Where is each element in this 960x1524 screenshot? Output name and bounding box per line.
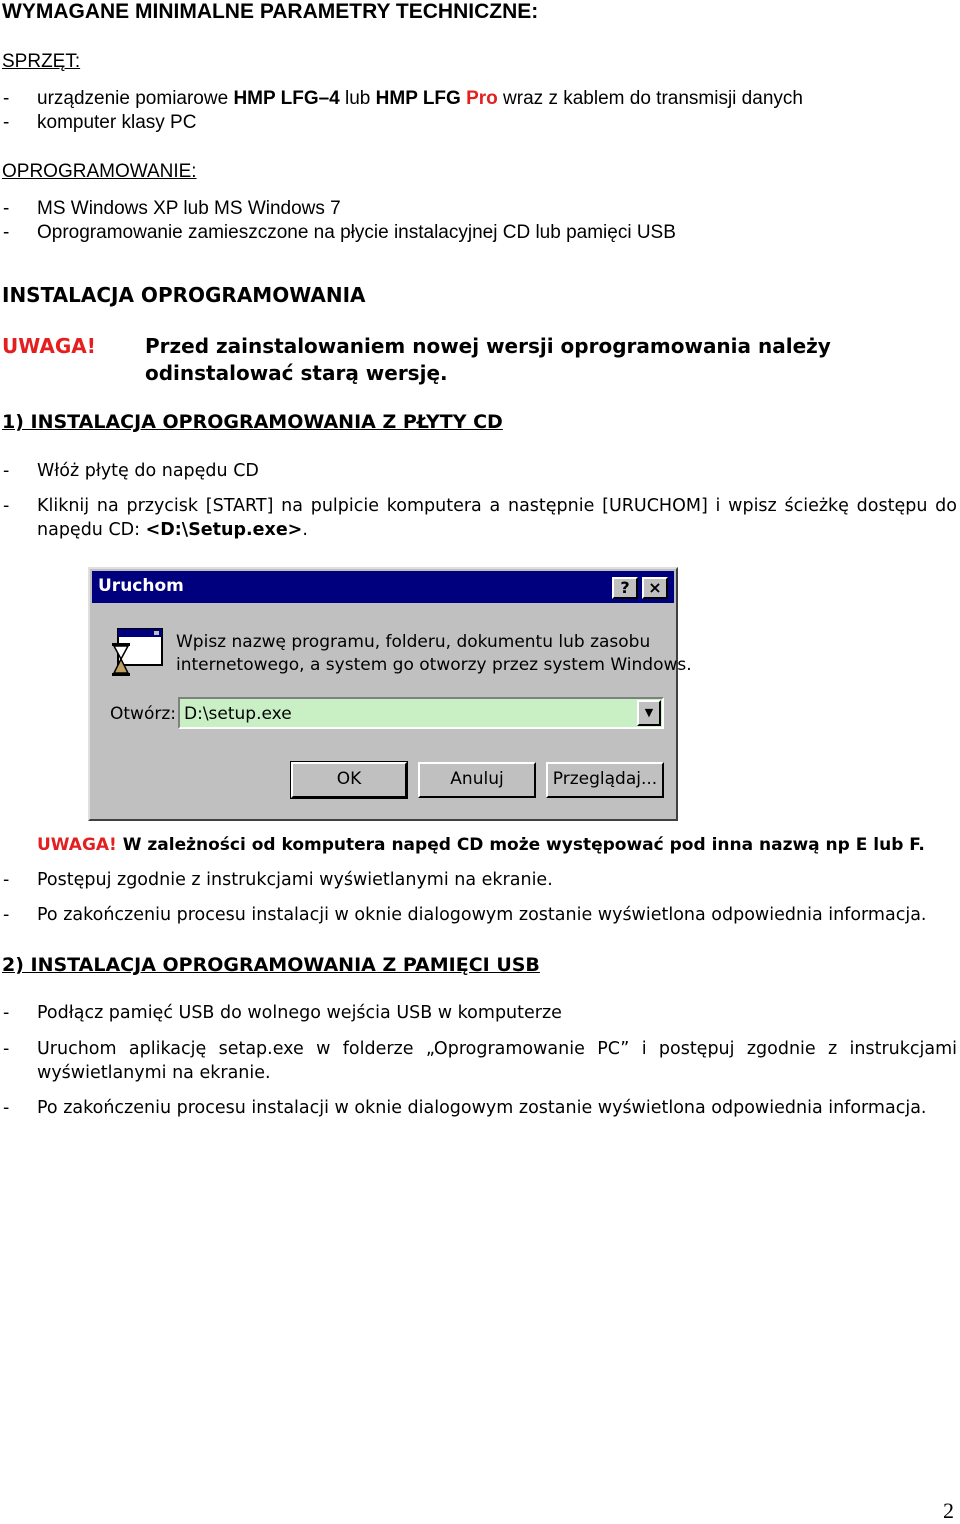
section-1-step-2-line-2 [37, 520, 308, 540]
setup-path: <D:\Setup.exe> [145, 520, 303, 540]
run-window-icon [110, 625, 166, 679]
dialog-titlebar[interactable] [92, 571, 674, 603]
section-2-step-2-line-2: wyświetlanymi na ekranie. [37, 1063, 271, 1083]
bullet-dash: - [3, 496, 10, 516]
close-icon: × [648, 578, 662, 597]
bullet-dash: - [3, 1003, 10, 1023]
hardware-item-1-or: lub [339, 88, 376, 109]
path-prefix: napędu CD: [37, 520, 146, 540]
dialog-description-line-2: internetowego, a system go otworzy przez system Windows. [176, 655, 692, 675]
warning-line-2: odinstalować starą wersję. [145, 361, 448, 385]
bullet-dash: - [3, 1098, 10, 1118]
device-name-2-pro: Pro [466, 88, 498, 109]
close-button[interactable] [642, 577, 668, 599]
warning-line-1: Przed zainstalowaniem nowej wersji oprogramowania należy [145, 334, 831, 358]
section-2-heading: 2) INSTALACJA OPROGRAMOWANIA Z PAMIĘCI USB [2, 954, 540, 976]
bullet-dash: - [3, 1039, 10, 1059]
cancel-button[interactable]: Anuluj [418, 762, 536, 798]
section-1-step-3-text: Postępuj zgodnie z instrukcjami wyświetlanymi na ekranie. [37, 870, 553, 890]
bullet-dash: - [3, 88, 10, 109]
bullet-dash: - [3, 112, 10, 133]
software-item-2-text: Oprogramowanie zamieszczone na płycie instalacyjnej CD lub pamięci USB [37, 222, 676, 243]
hardware-item-2-text: komputer klasy PC [37, 112, 197, 133]
browse-button[interactable]: Przeglądaj... [546, 762, 664, 798]
section-1-step-2-line-1: Kliknij na przycisk [START] na pulpicie komputera a następnie [URUCHOM] i wpisz ścieżkę dostępu do [37, 496, 957, 516]
bullet-dash: - [3, 461, 10, 481]
help-button[interactable] [612, 577, 638, 599]
device-name-1: HMP LFG–4 [233, 88, 340, 109]
dialog-description [176, 631, 692, 677]
dropdown-arrow-icon[interactable]: ▼ [637, 700, 661, 726]
hardware-item-1-rest: wraz z kablem do transmisji danych [497, 88, 803, 109]
bullet-dash: - [3, 870, 10, 890]
run-dialog [88, 567, 692, 821]
warning-label: UWAGA! [2, 334, 96, 358]
path-suffix: . [302, 520, 308, 540]
software-item-1-text: MS Windows XP lub MS Windows 7 [37, 198, 341, 219]
page-heading: WYMAGANE MINIMALNE PARAMETRY TECHNICZNE: [2, 0, 539, 23]
hardware-label: SPRZĘT: [2, 51, 81, 72]
page-number: 2 [943, 1498, 954, 1523]
cd-note-text: W zależności od komputera napęd CD może występować pod inna nazwą np E lub F. [116, 835, 925, 855]
open-input[interactable]: D:\setup.exe [184, 704, 292, 724]
dialog-title: Uruchom [98, 576, 184, 596]
ok-button[interactable]: OK [291, 762, 407, 798]
dialog-description-line-1: Wpisz nazwę programu, folderu, dokumentu lub zasobu [176, 632, 651, 652]
device-name-2: HMP LFG [375, 88, 467, 109]
section-1-heading: 1) INSTALACJA OPROGRAMOWANIA Z PŁYTY CD [2, 411, 503, 433]
hardware-item-1-text: urządzenie pomiarowe [37, 88, 234, 109]
bullet-dash: - [3, 222, 10, 243]
open-combobox[interactable] [178, 697, 664, 729]
section-2-step-2-line-1: Uruchom aplikację setap.exe w folderze „Oprogramowanie PC” i postępuj zgodnie z instrukcjami [37, 1039, 957, 1059]
section-1-step-1-text: Włóż płytę do napędu CD [37, 461, 259, 481]
bullet-dash: - [3, 198, 10, 219]
help-icon: ? [620, 578, 630, 597]
bullet-dash: - [3, 905, 10, 925]
install-heading: INSTALACJA OPROGRAMOWANIA [2, 283, 366, 307]
cd-note [37, 835, 925, 855]
section-2-step-3-text: Po zakończeniu procesu instalacji w oknie dialogowym zostanie wyświetlona odpowiednia informacja. [37, 1098, 927, 1118]
cd-note-label: UWAGA! [37, 835, 117, 855]
section-1-step-4-text: Po zakończeniu procesu instalacji w oknie dialogowym zostanie wyświetlona odpowiednia informacja. [37, 905, 927, 925]
open-label: Otwórz: [110, 704, 176, 724]
software-label: OPROGRAMOWANIE: [2, 161, 197, 182]
section-2-step-1-text: Podłącz pamięć USB do wolnego wejścia USB w komputerze [37, 1003, 562, 1023]
